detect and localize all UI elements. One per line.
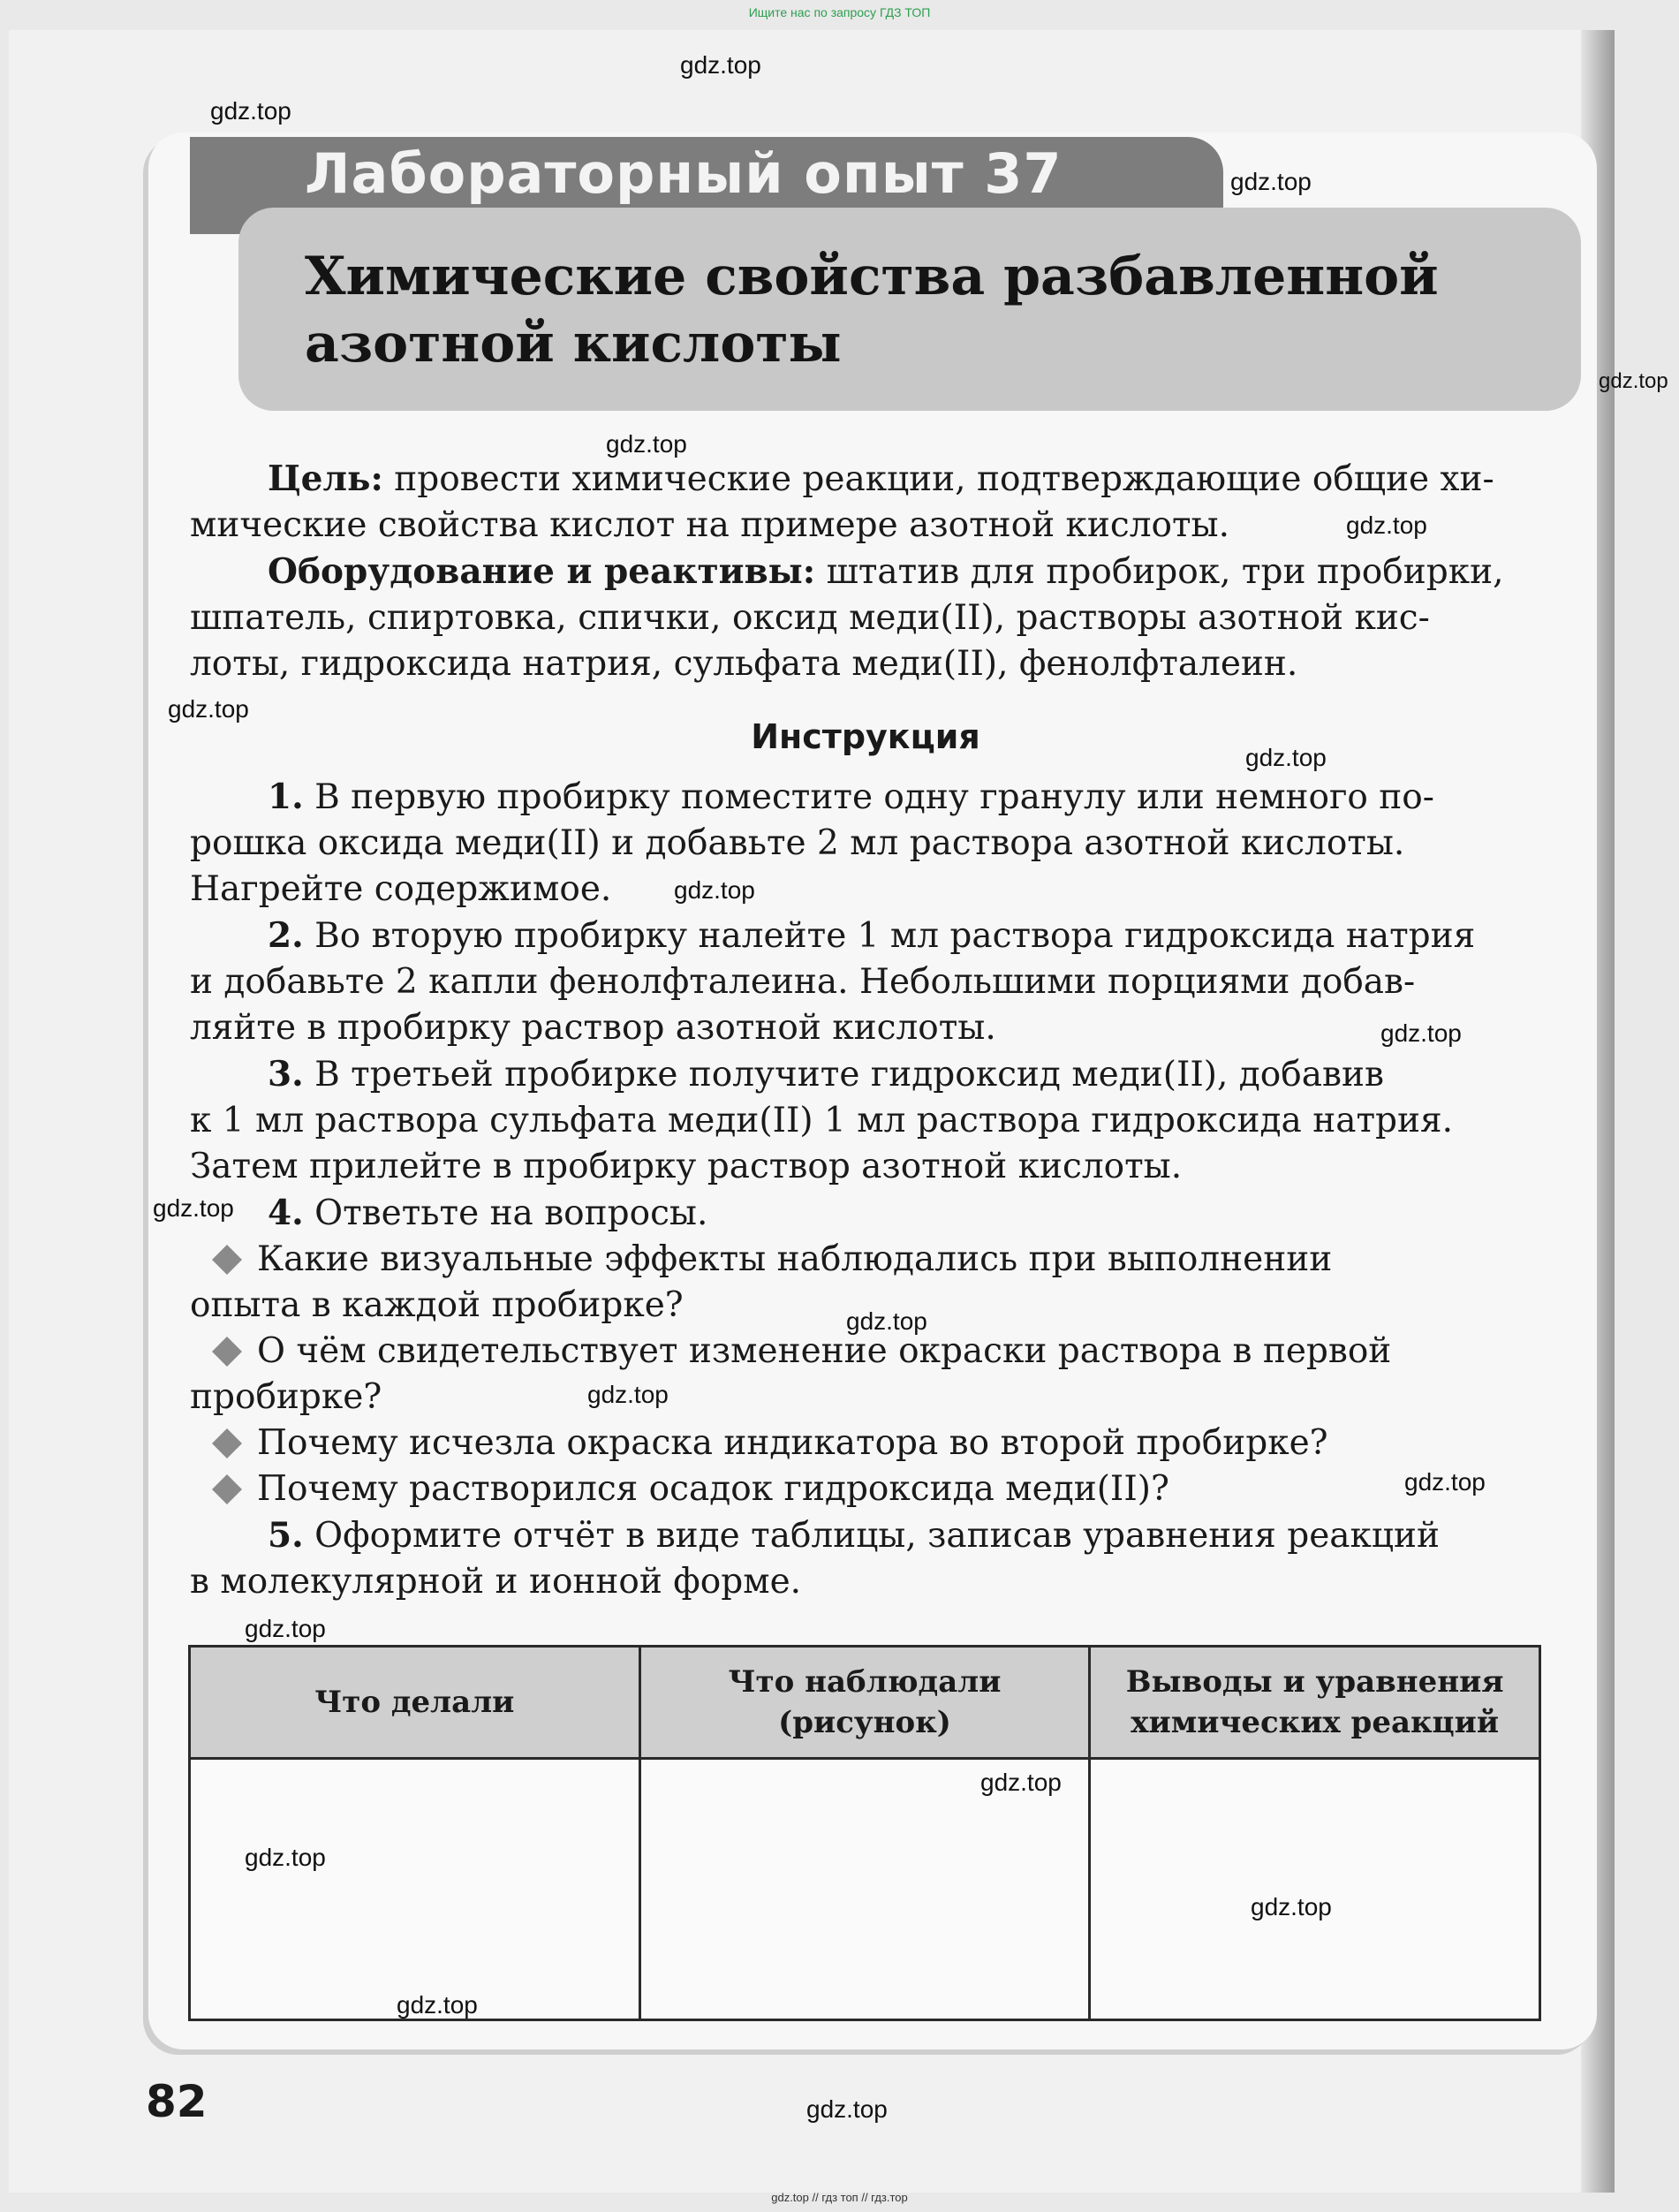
watermark: gdz.top (1245, 744, 1327, 771)
question-2: О чём свидетельствует изменение окраски раствора в первой (190, 1329, 1541, 1375)
bullet-diamond-icon (212, 1428, 242, 1458)
title-line-1: Химические свойства разбавленной (305, 246, 1439, 307)
column-header-conclusions: Выводы и уравнения химических реакций (1090, 1647, 1540, 1759)
goal-label: Цель: (268, 458, 383, 499)
step-5: 5. Оформите отчёт в виде таблицы, записав уравнения реакций (268, 1515, 1440, 1556)
watermark: gdz.top (1230, 168, 1312, 195)
equipment-text-3: лоты, гидроксида натрия, сульфата меди(II), фенолфталеин. (190, 644, 1298, 684)
step-2-line-3: ляйте в пробирку раствор азотной кислоты. (190, 1008, 996, 1048)
instructions (190, 774, 1541, 1605)
step-3-line-3: Затем прилейте в пробирку раствор азотной кислоты. (190, 1147, 1183, 1186)
step-2: 2. Во вторую пробирку налейте 1 мл раствора гидроксида натрия (268, 915, 1476, 956)
watermark: gdz.top (397, 1991, 478, 2019)
table-header-row (190, 1647, 1540, 1759)
watermark: gdz.top (245, 1615, 326, 1642)
watermark: gdz.top (980, 1769, 1062, 1796)
watermark: gdz.top (587, 1381, 669, 1408)
bullet-diamond-icon (212, 1474, 242, 1504)
equipment-text-2: шпатель, спиртовка, спички, оксид меди(II), растворы азотной кис- (190, 598, 1430, 638)
question-2-line-2: пробирке? (190, 1377, 382, 1417)
watermark: gdz.top (168, 695, 249, 723)
watermark: gdz.top (1251, 1893, 1332, 1920)
step-1-line-3: Нагрейте содержимое. (190, 869, 612, 909)
equipment-label: Оборудование и реактивы: (268, 551, 816, 592)
watermark: gdz.top (1380, 1019, 1462, 1047)
step-1-line-2: рошка оксида меди(II) и добавьте 2 мл раствора азотной кислоты. (190, 823, 1405, 863)
step-5-line-2: в молекулярной и ионной форме. (190, 1562, 802, 1602)
step-3-line-2: к 1 мл раствора сульфата меди(II) 1 мл раствора гидроксида натрия. (190, 1101, 1453, 1140)
lab-label: Лабораторный опыт 37 (305, 141, 1063, 206)
watermark: gdz.top (846, 1307, 927, 1335)
watermark: gdz.top (1599, 369, 1668, 393)
top-banner: Ищите нас по запросу ГДЗ ТОП (748, 5, 931, 19)
column-header-observations: Что наблюдали (рисунок) (639, 1647, 1090, 1759)
watermark: gdz.top (153, 1194, 234, 1222)
step-3: 3. В третьей пробирке получите гидроксид меди(II), добавив (268, 1054, 1384, 1095)
equipment-text-1: штатив для пробирок, три пробирки, (815, 552, 1504, 592)
table-row (190, 1759, 1540, 2020)
watermark: gdz.top (210, 97, 291, 125)
question-1: Какие визуальные эффекты наблюдались при выполнении (190, 1237, 1541, 1283)
table-cell-actions[interactable] (190, 1759, 640, 2020)
question-3: Почему исчезла окраска индикатора во второй пробирке? (190, 1420, 1541, 1466)
watermark: gdz.top (1404, 1468, 1486, 1496)
page-title (305, 243, 1559, 377)
bullet-diamond-icon (212, 1245, 242, 1275)
watermark: gdz.top (674, 876, 755, 904)
column-header-actions: Что делали (190, 1647, 640, 1759)
instructions-heading: Инструкция (751, 717, 980, 756)
watermark: gdz.top (606, 430, 687, 458)
question-1-line-2: опыта в каждой пробирке? (190, 1285, 684, 1325)
table-cell-conclusions[interactable] (1090, 1759, 1540, 2020)
watermark: gdz.top (1346, 511, 1427, 539)
bottom-banner: gdz.top // гдз топ // гдз.тор (771, 2191, 908, 2204)
title-line-2: азотной кислоты (305, 313, 842, 375)
watermark: gdz.top (680, 51, 761, 79)
bullet-diamond-icon (212, 1337, 242, 1367)
goal-paragraph (190, 456, 1541, 687)
question-4: Почему растворился осадок гидроксида меди(II)? (190, 1466, 1541, 1512)
watermark: gdz.top (245, 1844, 326, 1871)
step-2-line-2: и добавьте 2 капли фенолфталеина. Небольшими порциями добав- (190, 962, 1416, 1002)
report-table (188, 1645, 1541, 2021)
goal-text-2: мические свойства кислот на примере азотной кислоты. (190, 505, 1229, 545)
goal-text-1: провести химические реакции, подтверждающие общие хи- (382, 459, 1494, 499)
step-1: 1. В первую пробирку поместите одну гранулу или немного по- (268, 776, 1434, 817)
table-cell-observations[interactable] (639, 1759, 1090, 2020)
step-4: 4. Ответьте на вопросы. (268, 1193, 708, 1233)
watermark: gdz.top (806, 2095, 888, 2123)
page-number: 82 (146, 2076, 208, 2127)
